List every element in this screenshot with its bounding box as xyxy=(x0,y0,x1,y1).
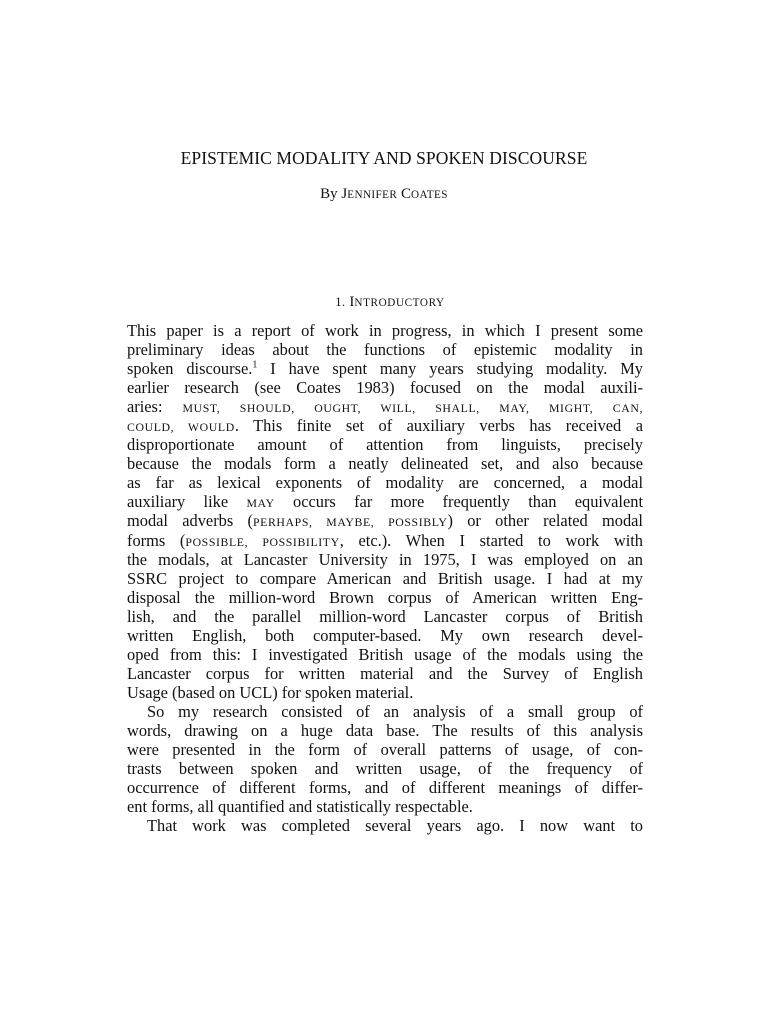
modal-list: COULD, WOULD xyxy=(127,420,235,435)
body-line: words, drawing on a huge data base. The results of this analysis xyxy=(127,720,643,740)
author-last-rest: OATES xyxy=(411,189,448,201)
body-line: disproportionate amount of attention from linguists, precisely xyxy=(127,435,643,455)
body-text-span: forms ( xyxy=(127,530,186,550)
body-line: were presented in the form of overall patterns of usage, of con- xyxy=(127,740,643,760)
footnote-ref: 1 xyxy=(252,359,258,371)
body-line: Lancaster corpus for written material and the Survey of English xyxy=(127,663,643,683)
body-line: oped from this: I investigated British usage of the modals using the xyxy=(127,644,643,664)
body-line: Usage (based on UCL) for spoken material. xyxy=(127,682,414,702)
body-text-span: , etc.). When I started to work with xyxy=(339,530,643,550)
body-line: This paper is a report of work in progress, in which I present some xyxy=(127,321,643,340)
body-text-span: auxiliary like xyxy=(127,492,247,512)
author-by: By xyxy=(320,186,338,202)
body-line: SSRC project to compare American and British usage. I had at my xyxy=(127,568,643,588)
body-text-span: occurs far more frequently than equivalent xyxy=(274,492,644,512)
body-line: ent forms, all quantified and statistically respectable. xyxy=(127,797,473,817)
body-line xyxy=(127,511,643,530)
body-line: preliminary ideas about the functions of epistemic modality in xyxy=(127,340,643,360)
body-line: written English, both computer-based. My own research devel- xyxy=(127,625,643,645)
body-line xyxy=(127,397,643,416)
author-first-initial: J xyxy=(341,186,348,202)
modal-adverbs: PERHAPS, MAYBE, POSSIBLY xyxy=(253,515,448,530)
section-title-rest: NTRODUCTORY xyxy=(354,297,445,309)
author-last-initial: C xyxy=(401,186,412,202)
body-text-span: spoken discourse. xyxy=(127,359,253,379)
author-byline xyxy=(0,186,768,203)
body-line xyxy=(127,492,643,511)
paper-title: EPISTEMIC MODALITY AND SPOKEN DISCOURSE xyxy=(180,148,588,168)
modal-forms: POSSIBLE, POSSIBILITY xyxy=(185,534,340,549)
body-text-span: I have spent many years studying modality. My xyxy=(257,359,644,379)
body-line xyxy=(127,416,643,435)
body-line: So my research consisted of an analysis of a small group of xyxy=(147,701,643,721)
section-initial: I xyxy=(349,294,355,310)
author-first-rest: ENNIFER xyxy=(347,189,398,201)
body-line: because the modals form a neatly delineated set, and also because xyxy=(127,454,643,474)
body-line: earlier research (see Coates 1983) focused on the modal auxili- xyxy=(127,378,643,398)
body-text-span: . This finite set of auxiliary verbs has received a xyxy=(234,416,643,436)
body-line: the modals, at Lancaster University in 1975, I was employed on an xyxy=(127,549,643,569)
body-line: trasts between spoken and written usage, of the frequency of xyxy=(127,759,643,779)
body-text-span: modal adverbs ( xyxy=(127,511,253,531)
body-line: disposal the million-word Brown corpus of American written Eng- xyxy=(127,587,643,607)
section-heading xyxy=(0,294,768,311)
body-line xyxy=(127,531,643,550)
body-text-span: ) or other related modal xyxy=(447,511,643,531)
body-text-span: aries: xyxy=(127,397,183,417)
section-number: 1. xyxy=(335,295,346,309)
modal-list: MUST, SHOULD, OUGHT, WILL, SHALL, MAY, MIGHT, CAN, xyxy=(182,401,643,416)
body-line: as far as lexical exponents of modality are concerned, a modal xyxy=(127,473,643,493)
body-line: occurrence of different forms, and of different meanings of differ- xyxy=(127,778,643,798)
modal-term: MAY xyxy=(246,496,275,511)
body-line xyxy=(127,359,643,378)
body-line: lish, and the parallel million-word Lancaster corpus of British xyxy=(127,606,643,626)
body-text xyxy=(127,321,643,835)
body-line: That work was completed several years ago. I now want to xyxy=(147,816,643,836)
